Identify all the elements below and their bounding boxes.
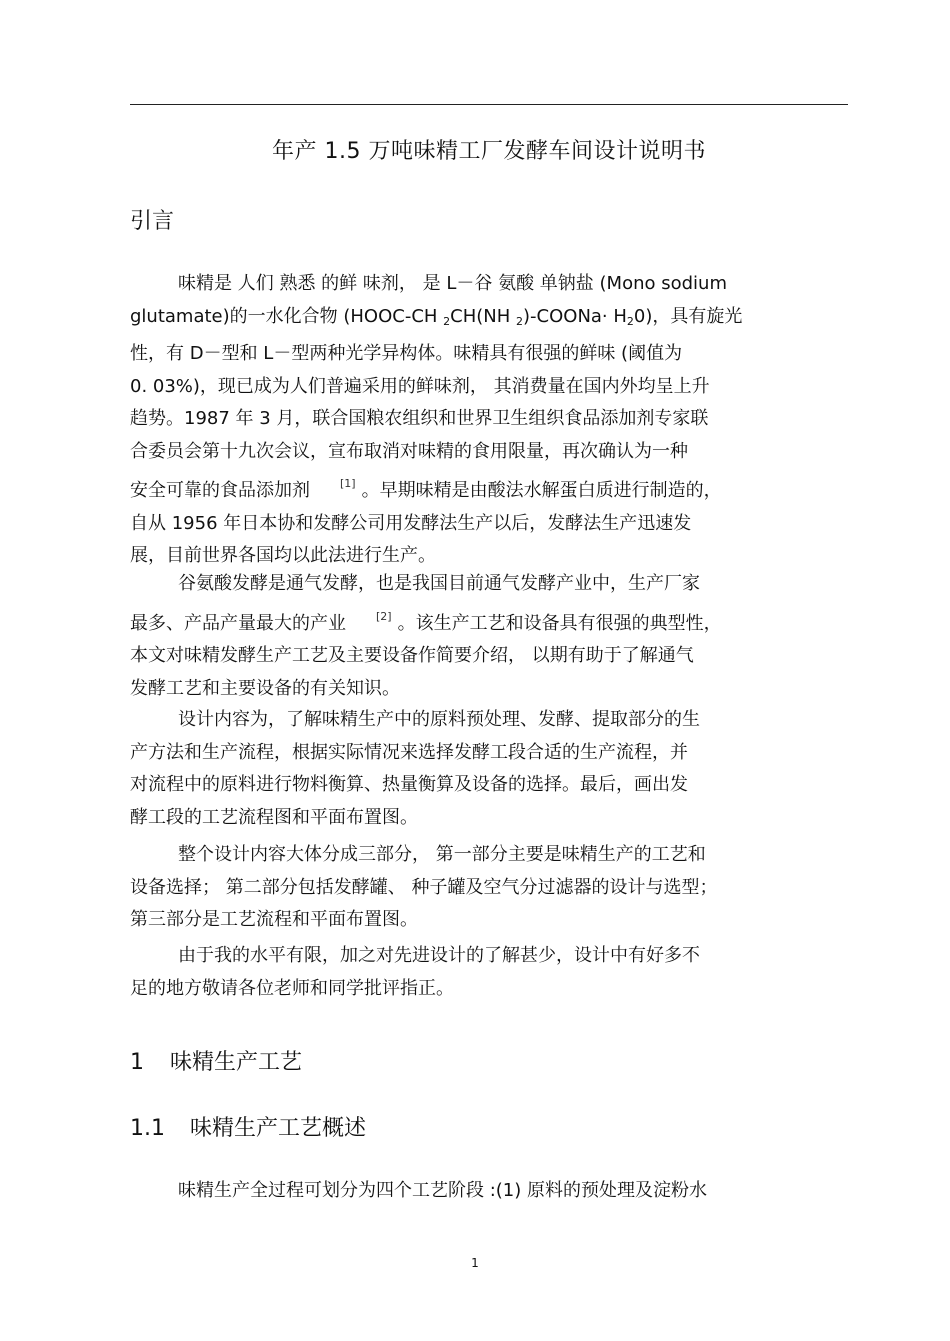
intro-paragraph-1 bbox=[130, 268, 848, 573]
text-line: 自从 1956 年日本协和发酵公司用发酵法生产以后，发酵法生产迅速发 bbox=[130, 512, 692, 534]
text-line: 第三部分是工艺流程和平面布置图。 bbox=[130, 909, 418, 930]
subscript: 2 bbox=[516, 314, 524, 328]
section-heading-1-1 bbox=[130, 1111, 366, 1142]
text-line: 展，目前世界各国均以此法进行生产。 bbox=[130, 545, 436, 566]
text-line: 产方法和生产流程，根据实际情况来选择发酵工段合适的生产流程，并 bbox=[130, 741, 688, 763]
section-number: 1 bbox=[130, 1050, 144, 1075]
text-line: 性，有 D－型和 L－型两种光学异构体。味精具有很强的鲜味 (阈值为 bbox=[130, 343, 683, 364]
text-line: 合委员会第十九次会议，宣布取消对味精的食用限量，再次确认为一种 bbox=[130, 440, 688, 462]
page-number: 1 bbox=[471, 1256, 479, 1270]
text-line: 由于我的水平有限，加之对先进设计的了解甚少，设计中有好多不 bbox=[178, 945, 700, 966]
section-heading-1 bbox=[130, 1045, 302, 1076]
intro-paragraph-5 bbox=[130, 940, 848, 1005]
document-title: 年产 1.5 万吨味精工厂发酵车间设计说明书 bbox=[272, 139, 706, 164]
text-line: 整个设计内容大体分成三部分， 第一部分主要是味精生产的工艺和 bbox=[178, 844, 706, 865]
text-line: 发酵工艺和主要设备的有关知识。 bbox=[130, 677, 400, 699]
section-title: 味精生产工艺概述 bbox=[190, 1116, 367, 1141]
text-line: 本文对味精发酵生产工艺及主要设备作简要介绍， 以期有助于了解通气 bbox=[130, 645, 694, 666]
subscript: 2 bbox=[443, 314, 451, 328]
section-title: 味精生产工艺 bbox=[170, 1050, 303, 1075]
text-line: 设计内容为，了解味精生产中的原料预处理、发酵、提取部分的生 bbox=[178, 709, 700, 730]
text-line: 味精生产全过程可划分为四个工艺阶段 :(1) 原料的预处理及淀粉水 bbox=[178, 1180, 708, 1201]
subscript: 2 bbox=[626, 314, 634, 328]
section-number: 1.1 bbox=[130, 1116, 165, 1141]
citation-1: [1] bbox=[340, 477, 356, 490]
text-line: 味精是 人们 熟悉 的鲜 味剂， 是 L－谷 氨酸 单钠盐 (Mono sodium bbox=[178, 273, 727, 294]
text-line: 酵工段的工艺流程图和平面布置图。 bbox=[130, 806, 418, 828]
intro-paragraph-4 bbox=[130, 839, 848, 937]
text-line: 对流程中的原料进行物料衡算、热量衡算及设备的选择。最后，画出发 bbox=[130, 774, 688, 795]
text-line: 安全可靠的食品添加剂 [1] 。早期味精是由酸法水解蛋白质进行制造的， bbox=[130, 477, 722, 501]
text-line: 0. 03%)，现已成为人们普遍采用的鲜味剂， 其消费量在国内外均呈上升 bbox=[130, 375, 710, 397]
text-line: 趋势。1987 年 3 月，联合国粮农组织和世界卫生组织食品添加剂专家联 bbox=[130, 408, 709, 429]
intro-paragraph-2 bbox=[130, 568, 848, 705]
section-paragraph bbox=[130, 1175, 848, 1208]
text-line: glutamate)的一水化合物 (HOOC-CH $_2$CH(NH $_2$)-COONa· $H_20$)，具有旋光 bbox=[130, 305, 743, 328]
text-line: 最多、产品产量最大的产业 [2] 。该生产工艺和设备具有很强的典型性， bbox=[130, 609, 722, 634]
intro-paragraph-3 bbox=[130, 704, 848, 834]
text-line: 设备选择； 第二部分包括发酵罐、 种子罐及空气分过滤器的设计与选型； bbox=[130, 876, 718, 898]
citation-2: [2] bbox=[376, 609, 392, 623]
header-rule bbox=[130, 104, 848, 105]
text-line: 谷氨酸发酵是通气发酵，也是我国目前通气发酵产业中，生产厂家 bbox=[178, 573, 700, 594]
intro-heading: 引言 bbox=[130, 209, 175, 234]
text-line: 足的地方敬请各位老师和同学批评指正。 bbox=[130, 977, 454, 999]
